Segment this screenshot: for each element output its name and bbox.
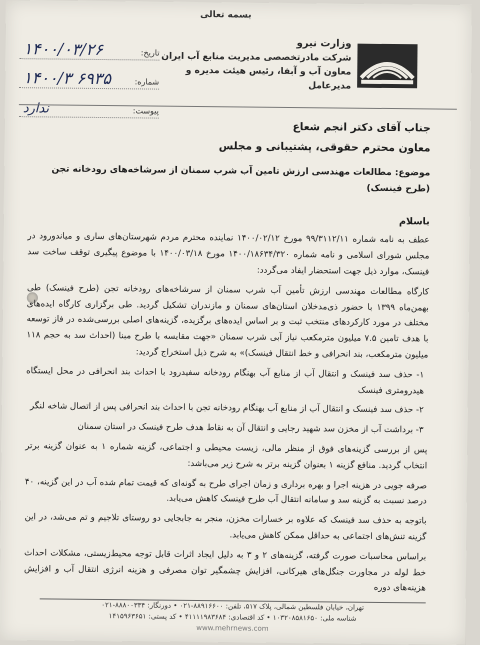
option-3: ۳- برداشت آب از مخزن سد شهید رجایی و انتقال آن به نقاط هدف طرح فینسک در استان سمنان	[77, 421, 424, 436]
date-row	[19, 34, 159, 60]
addressee-title: معاون محترم حقوقی، پشتیبانی و مجلس	[218, 140, 431, 155]
greeting: باسلام	[398, 215, 430, 228]
option-2: ۲- حذف سد فینسک و انتقال آب از منابع آب بهنگام رودخانه تجن با احداث بند انحرافی پس از اتصال شاخه لنگر	[29, 401, 424, 416]
number-label: شماره:	[134, 77, 160, 87]
footer-ids: شناسه ملی: ۱۰۳۲۰۸۵۸۱۶۵۰ • کد اقتصادی: ۴۱۱۱۱۹۸۳۶۸۴ • کد پستی: ۱۴۱۵۹۶۳۶۵۱	[108, 612, 357, 623]
paragraph-savings: صرفه جویی در هزینه اجرا و بهره برداری و زمان اجرای طرح به گونه‌ای که قیمت تمام شده آب در این گزینه، ۴۰ درصد نسبت به گزینه سد و سامانه انتقال آب طرح فینسک کاهش می‌یابد.	[24, 476, 427, 507]
attachment-label: پیوست:	[132, 106, 159, 116]
subject-label: موضوع:	[394, 168, 431, 179]
addressee-name: جناب آقای دکتر انجم شعاع	[292, 121, 431, 135]
option-1: ۱- حذف سد فینسک و انتقال آب از منابع آب بهنگام رودخانه سفیدرود با احداث بند انحرافی در محل ایستگاه هیدرومتری فینسک	[26, 365, 425, 396]
organization-block	[151, 36, 352, 94]
ministry-name: وزارت نیرو	[296, 38, 352, 50]
footer-address: تهران، خیابان فلسطین شمالی، پلاک ۵۱۷، تلفن: ۸۸۹۱۶۶۰۰-۰۲۱ • دورنگار: ۸۸۸۰۰۳۳۴-۰۲۱	[101, 601, 365, 612]
watermark: www.mehrnews.com	[196, 624, 269, 633]
paragraph-reference: عطف به نامه شماره ۹۹/۳۱۱۲/۱۱ مورخ ۱۴۰۰/۰۲/۱۲ نماینده محترم مردم شهرستان‌های ساری و میاندورود در مجلس شورای اسلامی و نامه شماره ۱۴۰۰/۱۸۶۳۴/۳۲۰ مورخ ۱۴۰۰/۰۳/۱۸ با موضوع پیگیری توقف ساخت سد فینسک، موارد ذیل جهت استحضار ایفاد می‌گردد:	[27, 231, 430, 278]
number-value: ۱۴۰۰/۳ ۶۹۳۵	[23, 68, 112, 89]
date-label: تاریخ:	[140, 48, 160, 58]
subject-text: مطالعات مهندسی ارزش تامین آب شرب سمنان از سرشاخه‌های رودخانه تجن (طرح فینسک)	[51, 164, 431, 195]
date-value: ۱۴۰۰/۰۳/۲۶	[23, 39, 104, 60]
letter-body	[24, 114, 431, 597]
company-name: شرکت مادرتخصصی مدیریت منابع آب ایران	[161, 51, 352, 64]
deputy-title: معاون آب و آبفا، رئیس هیئت مدیره و مدیرعامل	[185, 65, 352, 92]
paragraph-evaluation: پس از بررسی گزینه‌های فوق از منظر مالی، زیست محیطی و اجتماعی، گزینه شماره ۱ به عنوان گزینه برتر انتخاب گردید. منافع گزینه ۱ بعنوان گزینه برتر به شرح زیر می‌باشد:	[25, 441, 428, 472]
paragraph-workshop: کارگاه مطالعات مهندسی ارزش تأمین آب شرب سمنان از سرشاخه‌های رودخانه تجن (طرح فینسک) طی بهمن‌ماه ۱۳۹۹ با حضور ذی‌مدخلان استان‌های سمنان و مازندران تشکیل گردید. طی برگزاری کارگاه ایده‌های مختلف در مورد کارکردهای منتخب ثبت و بر اساس ایده‌های برگزیده، گزینه‌های اصلی بررسی‌شده در فاز توسعه با هدف تامین ۷.۵ میلیون مترمکعب نیاز آبی شرب سمنان «جهت مقایسه با طرح مبنا (احداث سد به حجم ۱۱۸ میلیون مترمکعب، بند انحرافی و خط انتقال فینسک)» به شرح ذیل استخراج گردید:	[26, 283, 430, 361]
attachment-value: ندارد	[22, 101, 50, 117]
paragraph-social: باتوجه به حذف سد فینسک که علاوه بر خسارات مخزن، منجر به جابجایی دو روستای تلاجیم و تم می‌شد، در این گزینه تنش‌های اجتماعی به حداقل ممکن کاهش می‌یابد.	[24, 512, 427, 543]
number-row	[19, 63, 159, 89]
subject-line	[28, 162, 430, 198]
paragraph-calculations: براساس محاسبات صورت گرفته، گزینه‌های ۲ و ۳ به دلیل ایجاد اثرات قابل توجه محیط‌زیستی، مشکلات احداث خط لوله در مجاورت جنگل‌های هیرکانی، افزایش چشمگیر توان مصرفی و هزینه انرژی انتقال آب و افزایش هزینه‌های دوره	[23, 547, 427, 594]
ministry-logo-icon	[355, 40, 420, 93]
letter-footer	[39, 598, 425, 625]
letter-meta	[19, 34, 160, 122]
bismillah: بسمه تعالی	[200, 10, 252, 21]
